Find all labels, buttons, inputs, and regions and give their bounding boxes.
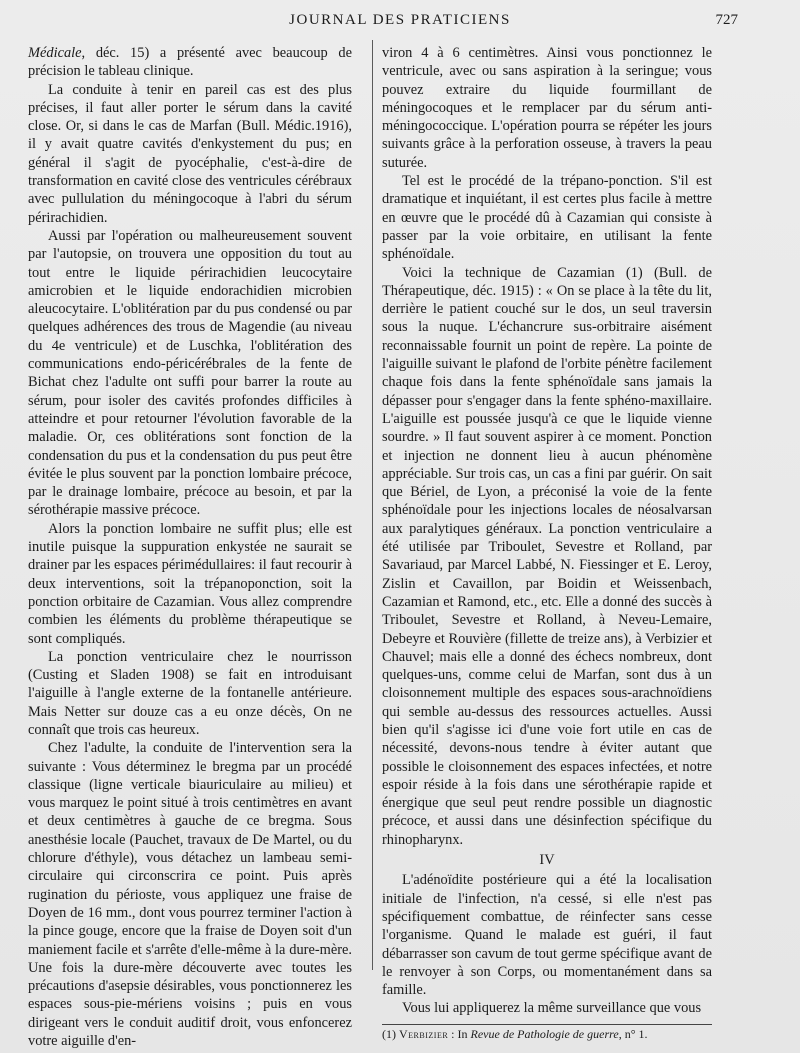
paragraph: Chez l'adulte, la conduite de l'intervention sera la suivante : Vous déterminez le bregma par un procédé classique (ligne verticale biauriculaire au milieu) et vous marquez le point situé à trois centimètres en avant et deux centimètres à gauche de ce bregma. Sous anesthésie locale (Pauchet, travaux de De Martel, ou du chlorure d'éthyle), vous détachez un lambeau semi-circulaire qui circonscrira ce point. Puis après rugination du périoste, vous appliquez une fraise de Doyen de 16 mm., dont vous pourrez terminer l'action à la pince gouge, encore que la fraise de Doyen soit d'un maniement facile et s'arrête d'elle-même à la dure-mère. Une fois la dure-mère découverte avec toutes les précautions d'asepsie désirables, vous ponctionnerez les espaces sous-pie-mériens voisins ; puis en vous dirigeant vers le conduit auditif droit, vous enfoncerez votre aiguille d'en- <box>28 740 352 1050</box>
paragraph: viron 4 à 6 centimètres. Ainsi vous ponctionnez le ventricule, avec ou sans aspiration à la seringue; vous pouvez extraire du liquide fourmillant de méningocoques et le remplacer par du sérum anti-méningococcique. L'opération pourra se répéter les jours suivants grâce à la perforation osseuse, à travers la peau suturée. <box>382 45 712 171</box>
page-number: 727 <box>715 12 738 28</box>
column-divider <box>372 40 373 970</box>
footnote-suffix: , n° 1. <box>618 1026 648 1041</box>
left-column <box>28 44 352 1050</box>
paragraph-text: , déc. 15) a présenté avec beaucoup de précision le tableau clinique. <box>28 45 352 80</box>
paragraph: Vous lui appliquerez la même surveillance que vous <box>402 1000 702 1017</box>
footnote <box>382 1027 712 1042</box>
paragraph: Voici la technique de Cazamian (1) (Bull. de Thérapeutique, déc. 1915) : « On se place à la tête du lit, derrière le patient couché sur le dos, un seul traversin sous la nuque. L'échancrure sus-orbitraire aisément reconnaissable fournit un point de repère. La pointe de l'aiguille suivant le plafond de l'orbite pénètre facilement chaque fois dans la fente sphénoïdale sans jamais la dépasser pour s'engager dans la fente sphéno-maxillaire. L'aiguille est poussée jusqu'à ce que le liquide vienne sourdre. » Il faut souvent aspirer à ce moment. Ponction et injection ne donnent lieu à aucun phénomène appréciable. Sur trois cas, un cas a fini par guérir. On sait que Bériel, de Lyon, a préconisé la voie de la fente sphénoïdale pour les injections locales de néosalvarsan aux paralytiques généraux. La ponction ventriculaire a été utilisée par Triboulet, Sevestre et Rolland, par Savariaud, par Marcel Labbé, N. Fiessinger et E. Leroy, Zislin et Cavaillon, par Boidin et Weissenbach, Cazamian et Ramond, etc., etc. Elle a donné des succès à Triboulet, Sevestre et Rolland, à Neveu-Lemaire, Debeyre et Rouvière (fillette de treize ans), à Verbizier et Chauvel; mais elle a donné des échecs nombreux, dont quelques-uns, comme celui de Marfan, sont dus à un cloisonnement multiple des espaces sous-arachnoïdiens qui semble au-dessus des ressources actuelles. Aussi bien qu'il s'agisse ici d'une voie fort utile en cas de nécessité, devons-nous tendre à éviter autant que possible le cloisonnement des espaces infectées, et notre espoir réside à la fois dans une sérothérapie rapide et énergique que seul peut rendre possible un diagnostic précoce, et aussi dans une désinfection spécifique du rhinopharynx. <box>382 264 712 848</box>
footnote-rule <box>382 1024 712 1025</box>
running-head <box>0 10 800 32</box>
footnote-author: Verbizier <box>399 1026 449 1041</box>
footnote-marker: (1) <box>382 1026 396 1041</box>
paragraph: Aussi par l'opération ou malheureusement souvent par l'autopsie, on trouvera une opposition du tout au tout entre le liquide périrachidien leucocytaire amicrobien et le liquide endorachidien microbien aleucocytaire. L'oblitération par du pus condensé ou par quelques adhérences des trous de Magendie (au niveau du 4e ventricule) et de Luschka, l'oblitération des communications endo-péricérébrales de la fente de Bichat chez l'adulte ont suffi pour barrer la route au sérum, pour isoler des cavités profondes difficiles à atteindre et pour retourner l'évolution favorable de la maladie. Or, ces oblitérations sont fonction de la condensation du pus et la condensation du pus peut être évitée le plus souvent par la ponction lombaire précoce, par le drainage lombaire, précoce au besoin, et par la sérothérapie massive précoce. <box>28 227 352 519</box>
paragraph: Tel est le procédé de la trépano-ponction. S'il est dramatique et inquiétant, il est certes plus facile à mettre en œuvre que le procédé dû à Cazamian qui consiste à passer par la voie orbitaire, en utilisant la fente sphénoïdale. <box>382 173 712 263</box>
italic-lead: Médicale <box>28 45 82 61</box>
paragraph: Alors la ponction lombaire ne suffit plus; elle est inutile puisque la suppuration enkystée ne saurait se drainer par les espaces périmédullaires: il faut recourir à deux interventions, soit la trépanoponction, soit la ponction orbitaire de Cazamian. Vous allez comprendre combien les éléments du problème thérapeutique se sont compliqués. <box>28 520 352 647</box>
paragraph: La conduite à tenir en pareil cas est des plus précises, il faut aller porter le sérum dans la cavité close. Or, si dans le cas de Marfan (Bull. Médic.1916), il y avait quatre cavités d'enkystement du pus; en général il s'agit de pyocéphalie, c'est-à-dire de transformation en cavité close des ventricules cérébraux avec pullulation du méningocoque à l'abri du sérum périrachidien. <box>28 81 352 226</box>
paragraph <box>28 44 352 81</box>
footnote-source: Revue de Pathologie de guerre <box>470 1026 619 1041</box>
paragraph: L'adénoïdite postérieure qui a été la localisation initiale de l'infection, n'a cessé, si elle n'est pas spécifiquement combattue, de réinfecter sans cesse l'organisme. Quand le malade est guéri, il faut débarrasser son cavum de tout germe spécifique avant de le renvoyer à son Corps, ou momentanément dans sa famille. <box>382 872 712 999</box>
paragraph: La ponction ventriculaire chez le nourrisson (Custing et Sladen 1908) se fait en introduisant l'aiguille à l'angle externe de la fontanelle antérieure. Mais Netter sur douze cas a eu onze décès, On ne connaît que trois cas heureux. <box>28 648 352 738</box>
journal-title: JOURNAL DES PRATICIENS <box>289 12 511 28</box>
right-column <box>382 44 712 1042</box>
footnote-prefix: : In <box>448 1026 471 1041</box>
section-number: IV <box>539 852 555 869</box>
